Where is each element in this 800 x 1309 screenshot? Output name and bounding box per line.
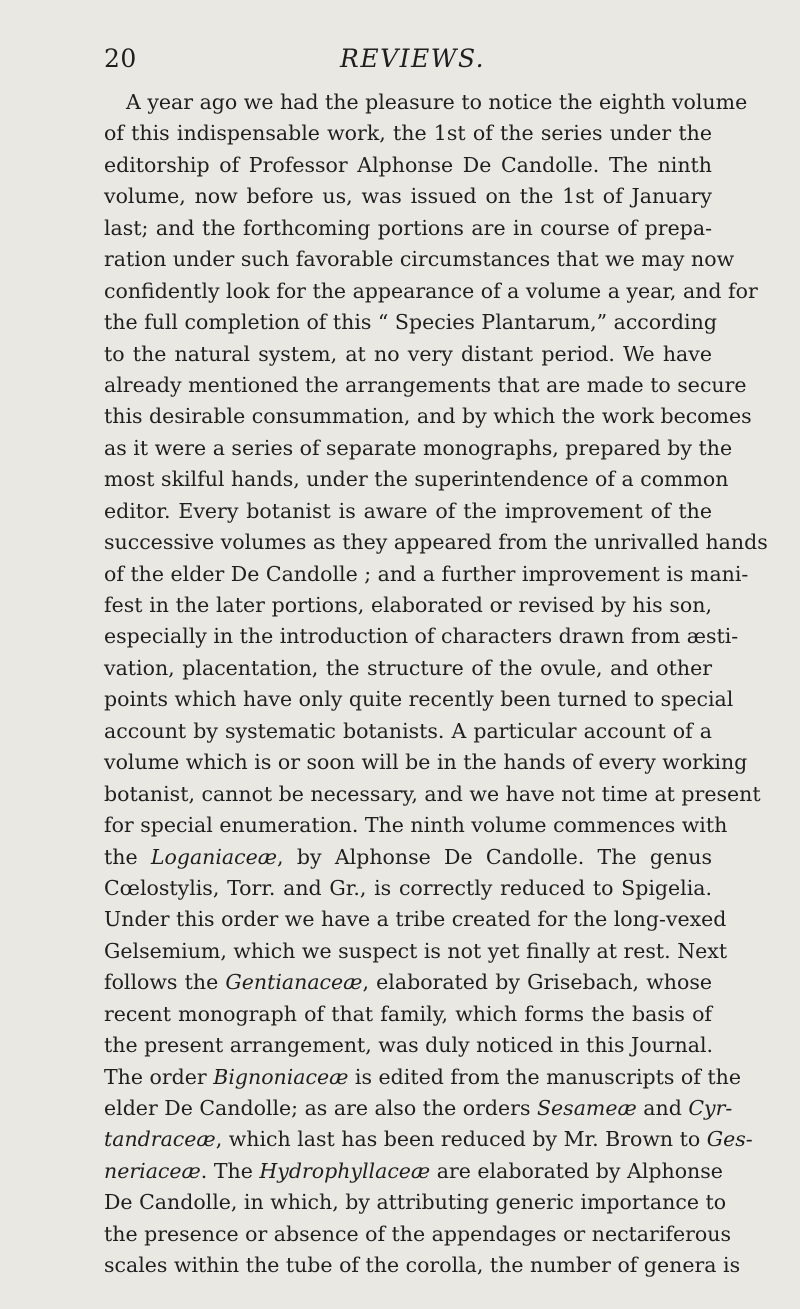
body-paragraph	[104, 87, 768, 1282]
text-line: neriaceæ. The Hydrophyllaceæ are elaborated by Alphonse	[104, 1158, 723, 1183]
text-line: follows the Gentianaceæ, elaborated by Grisebach, whose	[104, 970, 712, 995]
text-line: De Candolle, in which, by attributing generic importance to	[104, 1190, 727, 1215]
text-line: successive volumes as they appeared from the unrivalled hands	[104, 530, 768, 555]
text-line: recent monograph of that family, which forms the basis of	[104, 1001, 712, 1026]
text-line: scales within the tube of the corolla, the number of genera is	[104, 1253, 741, 1278]
text-line: editorship of Professor Alphonse De Candolle. The ninth	[104, 152, 712, 177]
text-line: ration under such favorable circumstances that we may now	[104, 247, 735, 272]
text-line: as it were a series of separate monographs, prepared by the	[104, 435, 733, 460]
text-line: to the natural system, at no very distant period. We have	[104, 341, 712, 366]
page-number: 20	[104, 44, 137, 73]
text-line: last; and the forthcoming portions are in course of prepa-	[104, 215, 712, 240]
text-line: the presence or absence of the appendages or nectariferous	[104, 1221, 731, 1246]
text-line: The order Bignoniaceæ is edited from the manuscripts of the	[104, 1064, 741, 1089]
text-line: for special enumeration. The ninth volume commences with	[104, 813, 728, 838]
text-line: volume which is or soon will be in the hands of every working	[104, 750, 748, 775]
text-line: editor. Every botanist is aware of the improvement of the	[104, 498, 712, 523]
text-line: Cœlostylis, Torr. and Gr., is correctly reduced to Spigelia.	[104, 875, 712, 900]
text-line: A year ago we had the pleasure to notice the eighth volume	[126, 90, 748, 114]
text-line: this desirable consummation, and by which the work becomes	[104, 404, 752, 429]
text-line: of this indispensable work, the 1st of the series under the	[104, 121, 712, 146]
text-line: vation, placentation, the structure of the ovule, and other	[104, 655, 712, 680]
text-line: fest in the later portions, elaborated or revised by his son,	[104, 593, 712, 617]
text-line: volume, now before us, was issued on the 1st of January	[104, 184, 712, 209]
text-line: Gelsemium, which we suspect is not yet finally at rest. Next	[104, 938, 728, 963]
text-line: the Loganiaceæ, by Alphonse De Candolle. The genus	[104, 844, 713, 869]
text-line: of the elder De Candolle ; and a further improvement is mani-	[104, 561, 749, 586]
text-line: elder De Candolle; as are also the orders Sesameæ and Cyr-	[104, 1096, 733, 1120]
text-line: already mentioned the arrangements that are made to secure	[104, 372, 747, 397]
text-line: tandraceæ, which last has been reduced by Mr. Brown to Ges-	[104, 1127, 753, 1152]
running-title: REVIEWS.	[340, 44, 486, 73]
text-line: confidently look for the appearance of a volume a year, and for	[104, 278, 758, 303]
text-line: points which have only quite recently been turned to special	[104, 687, 734, 712]
text-line: botanist, cannot be necessary, and we have not time at present	[104, 781, 761, 806]
text-line: especially in the introduction of characters drawn from æsti-	[104, 624, 739, 649]
text-line: most skilful hands, under the superintendence of a common	[104, 467, 729, 492]
text-line: the full completion of this “ Species Plantarum,” according	[104, 310, 717, 335]
text-line: account by systematic botanists. A particular account of a	[104, 718, 712, 743]
text-line: Under this order we have a tribe created for the long-vexed	[104, 907, 727, 932]
text-line: the present arrangement, was duly noticed in this Journal.	[104, 1033, 714, 1058]
